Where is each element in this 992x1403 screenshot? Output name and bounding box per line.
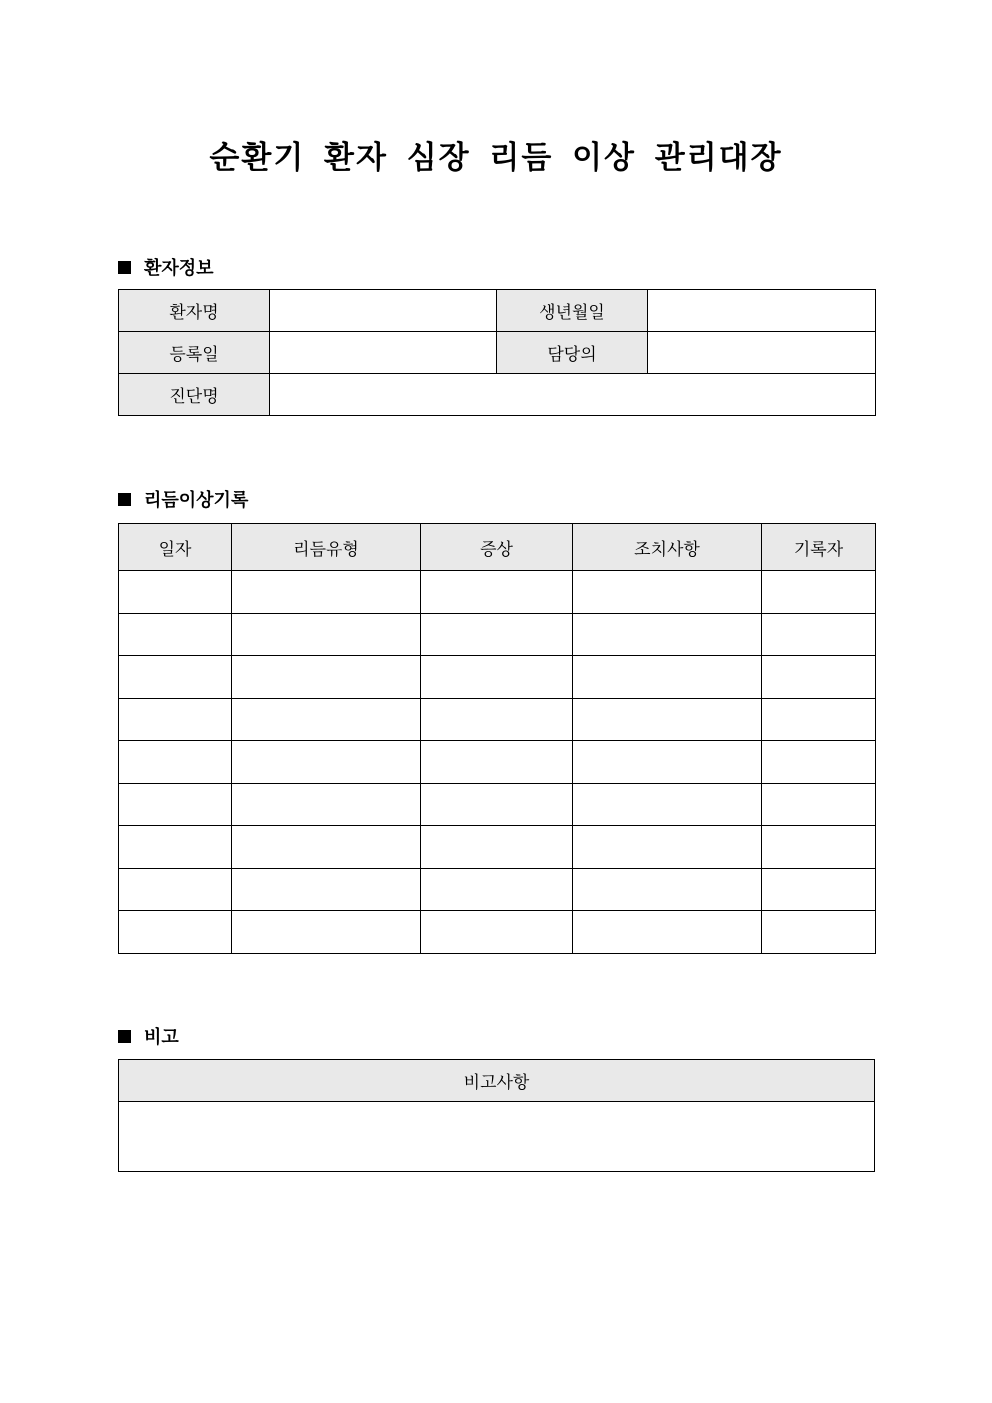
section-heading-label: 환자정보 [144, 258, 214, 279]
column-header-actions: 조치사항 [573, 524, 762, 571]
table-row [119, 290, 876, 332]
actions-cell[interactable] [573, 911, 762, 954]
symptoms-cell[interactable] [421, 911, 573, 954]
symptoms-cell[interactable] [421, 741, 573, 784]
table-row [119, 911, 876, 954]
column-header-rhythm-type: 리듬유형 [232, 524, 421, 571]
rhythm-type-cell[interactable] [232, 868, 421, 911]
recorder-cell[interactable] [762, 698, 876, 741]
table-row [119, 783, 876, 826]
square-bullet-icon [118, 1030, 131, 1043]
attending-doctor-field[interactable] [648, 332, 876, 374]
date-cell[interactable] [119, 571, 232, 614]
rhythm-type-cell[interactable] [232, 698, 421, 741]
square-bullet-icon [118, 493, 131, 506]
registration-date-label: 등록일 [119, 332, 270, 374]
recorder-cell[interactable] [762, 613, 876, 656]
actions-cell[interactable] [573, 783, 762, 826]
actions-cell[interactable] [573, 741, 762, 784]
column-header-symptoms: 증상 [421, 524, 573, 571]
date-cell[interactable] [119, 656, 232, 699]
table-row [119, 656, 876, 699]
rhythm-type-cell[interactable] [232, 911, 421, 954]
attending-doctor-label: 담당의 [497, 332, 648, 374]
date-cell[interactable] [119, 613, 232, 656]
recorder-cell[interactable] [762, 826, 876, 869]
registration-date-field[interactable] [270, 332, 497, 374]
birth-date-field[interactable] [648, 290, 876, 332]
table-row [119, 826, 876, 869]
patient-name-field[interactable] [270, 290, 497, 332]
date-cell[interactable] [119, 741, 232, 784]
date-cell[interactable] [119, 868, 232, 911]
rhythm-record-table [118, 523, 876, 954]
rhythm-type-cell[interactable] [232, 783, 421, 826]
rhythm-type-cell[interactable] [232, 826, 421, 869]
date-cell[interactable] [119, 783, 232, 826]
actions-cell[interactable] [573, 698, 762, 741]
recorder-cell[interactable] [762, 868, 876, 911]
section-heading-rhythm-record [118, 486, 248, 512]
table-row [119, 332, 876, 374]
date-cell[interactable] [119, 826, 232, 869]
table-row [119, 868, 876, 911]
actions-cell[interactable] [573, 613, 762, 656]
column-header-date: 일자 [119, 524, 232, 571]
recorder-cell[interactable] [762, 571, 876, 614]
square-bullet-icon [118, 261, 131, 274]
table-row [119, 698, 876, 741]
rhythm-type-cell[interactable] [232, 613, 421, 656]
diagnosis-field[interactable] [270, 374, 876, 416]
table-header-row [119, 1060, 875, 1102]
date-cell[interactable] [119, 911, 232, 954]
symptoms-cell[interactable] [421, 656, 573, 699]
table-row [119, 613, 876, 656]
table-row [119, 374, 876, 416]
actions-cell[interactable] [573, 656, 762, 699]
remarks-header: 비고사항 [119, 1060, 875, 1102]
rhythm-type-cell[interactable] [232, 741, 421, 784]
rhythm-type-cell[interactable] [232, 571, 421, 614]
column-header-recorder: 기록자 [762, 524, 876, 571]
recorder-cell[interactable] [762, 911, 876, 954]
table-row [119, 741, 876, 784]
symptoms-cell[interactable] [421, 826, 573, 869]
date-cell[interactable] [119, 698, 232, 741]
symptoms-cell[interactable] [421, 868, 573, 911]
recorder-cell[interactable] [762, 741, 876, 784]
symptoms-cell[interactable] [421, 698, 573, 741]
symptoms-cell[interactable] [421, 571, 573, 614]
diagnosis-label: 진단명 [119, 374, 270, 416]
table-row [119, 571, 876, 614]
actions-cell[interactable] [573, 868, 762, 911]
section-heading-patient-info [118, 254, 214, 280]
symptoms-cell[interactable] [421, 783, 573, 826]
rhythm-type-cell[interactable] [232, 656, 421, 699]
birth-date-label: 생년월일 [497, 290, 648, 332]
section-heading-label: 리듬이상기록 [144, 490, 249, 511]
section-heading-remarks [118, 1023, 179, 1049]
page-title: 순환기 환자 심장 리듬 이상 관리대장 [209, 140, 783, 176]
symptoms-cell[interactable] [421, 613, 573, 656]
actions-cell[interactable] [573, 826, 762, 869]
actions-cell[interactable] [573, 571, 762, 614]
patient-name-label: 환자명 [119, 290, 270, 332]
recorder-cell[interactable] [762, 656, 876, 699]
table-row [119, 1102, 875, 1172]
remarks-field[interactable] [119, 1102, 875, 1172]
remarks-table [118, 1059, 875, 1172]
patient-info-table [118, 289, 876, 416]
section-heading-label: 비고 [144, 1027, 179, 1048]
recorder-cell[interactable] [762, 783, 876, 826]
table-header-row [119, 524, 876, 571]
